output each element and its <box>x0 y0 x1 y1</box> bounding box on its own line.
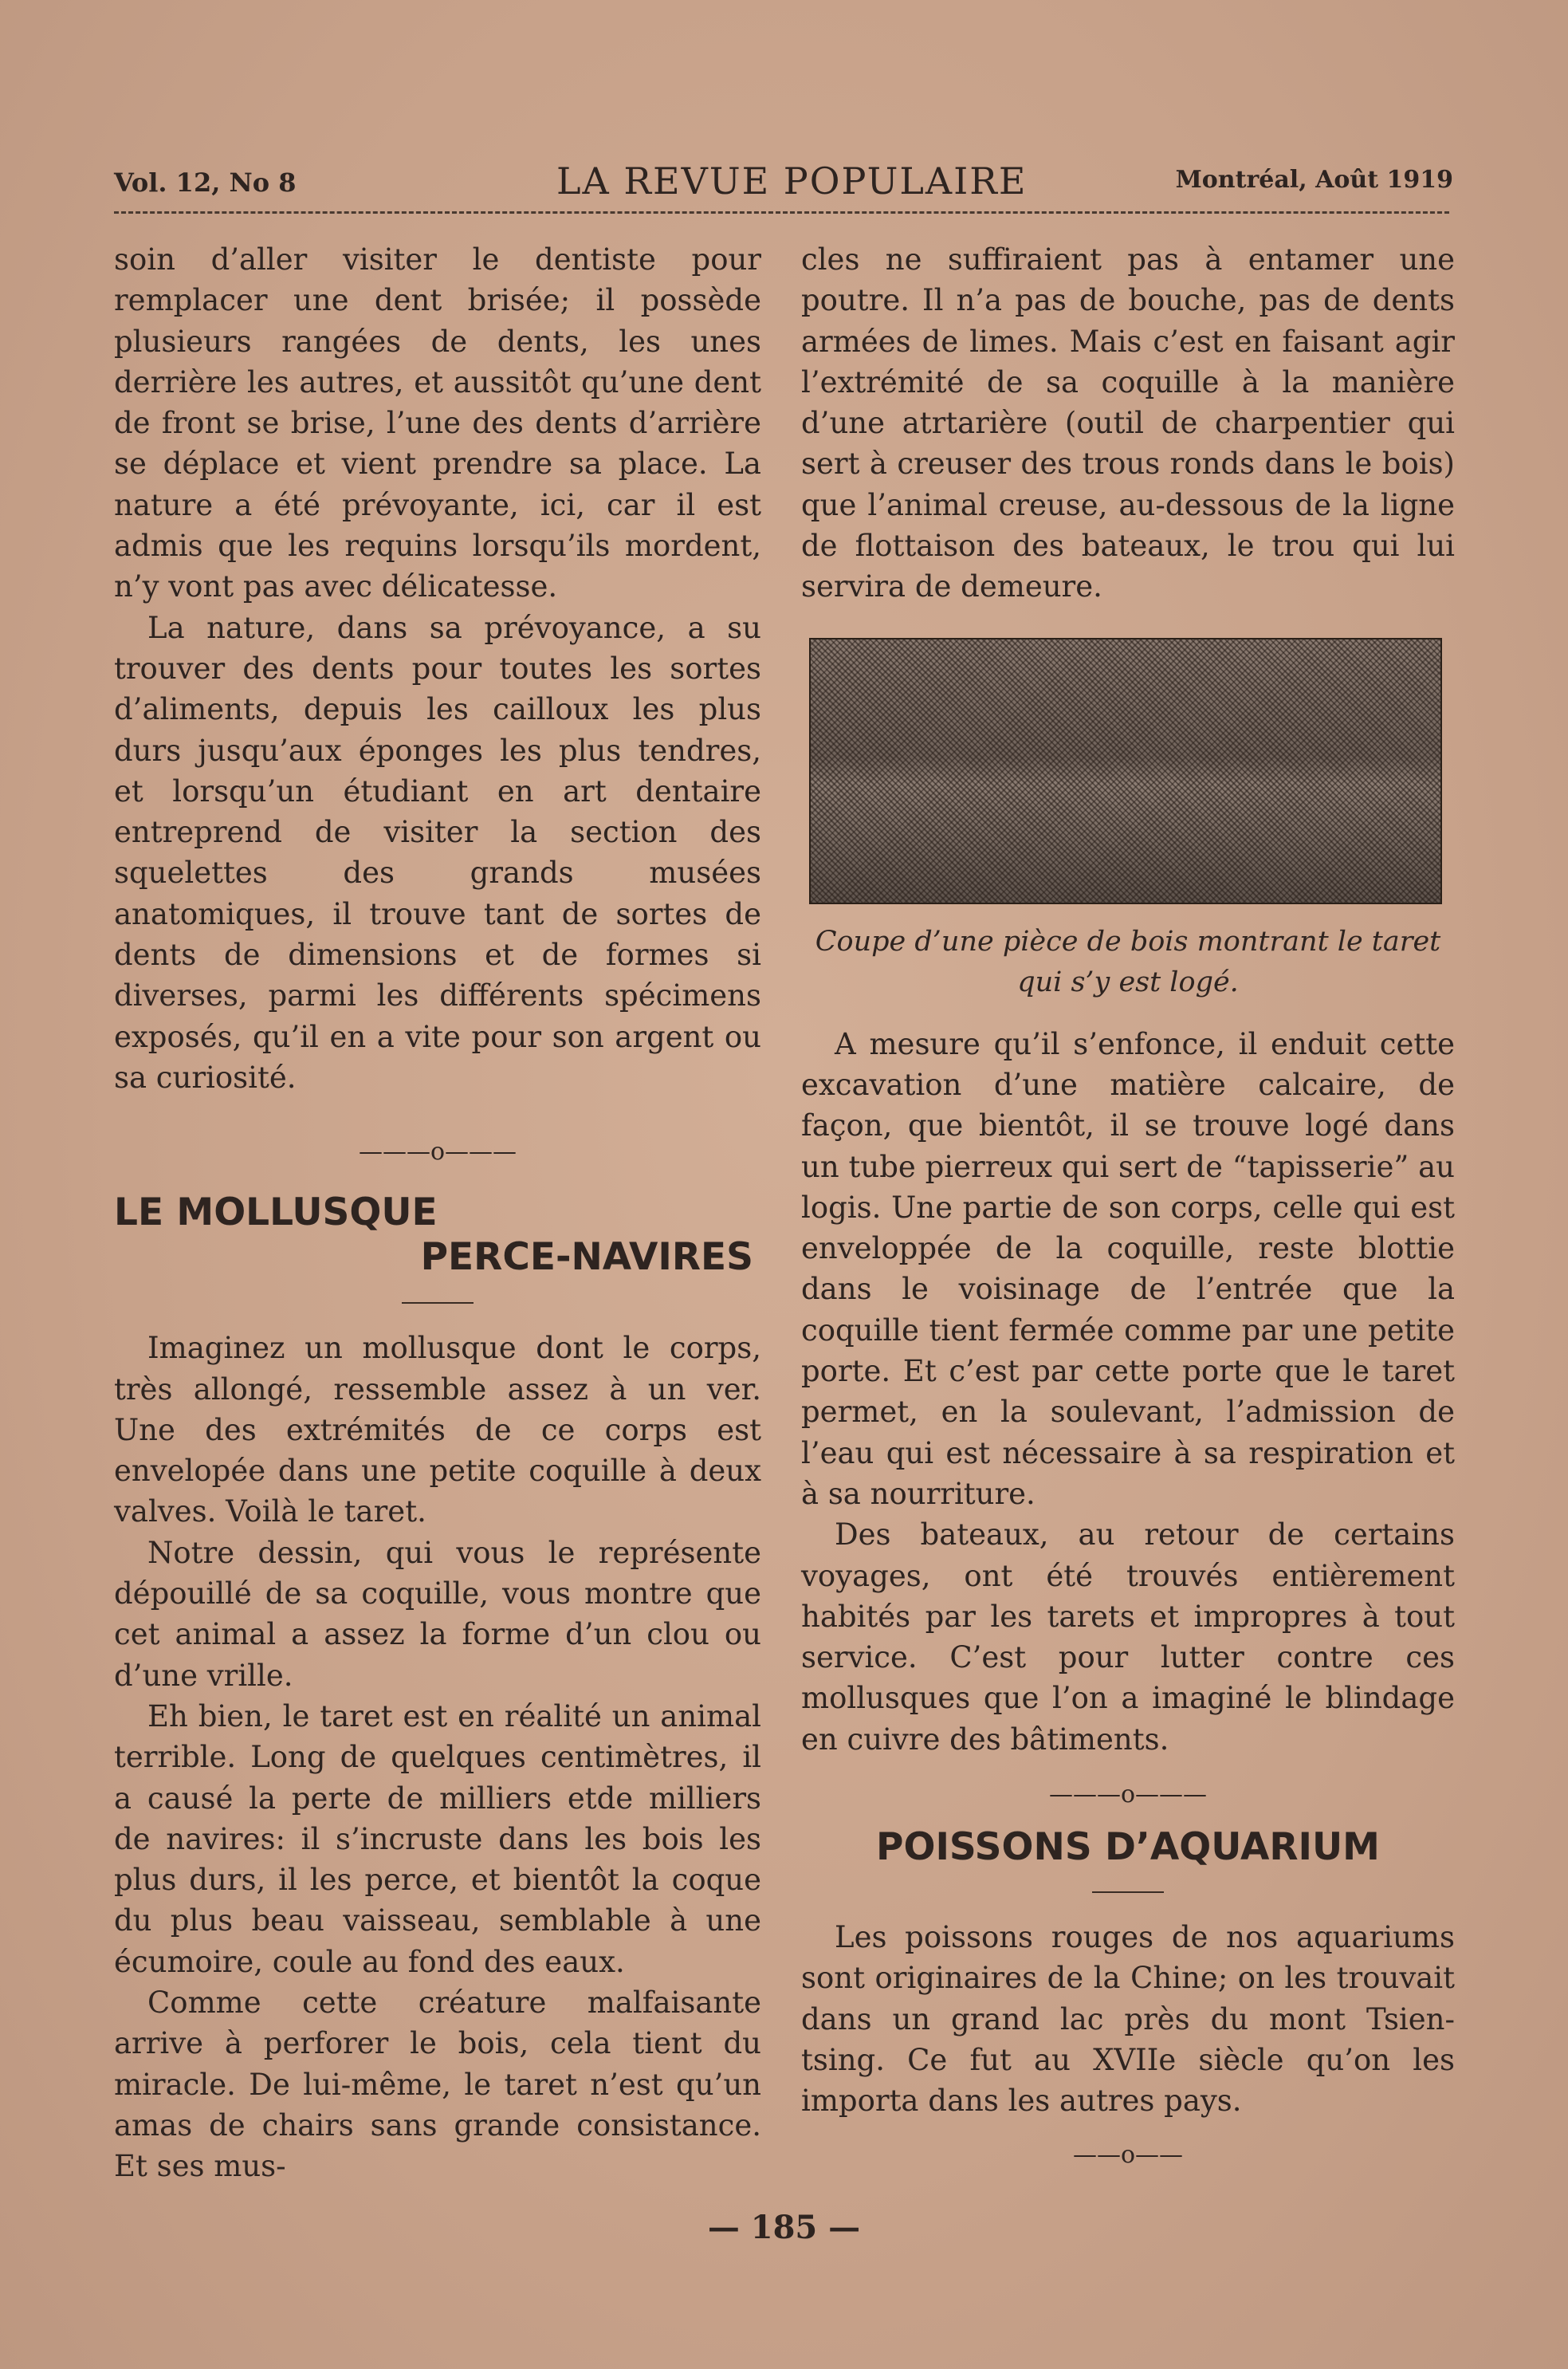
section-separator: ———o——— <box>1048 1781 1208 1809</box>
article-title-line2: PERCE-NAVIRES <box>420 1235 753 1280</box>
paragraph: Des bateaux, au retour de certains voyages, ont été trouvés entièrement habités par les tarets et impropres à tout service. C’est pour lutter contre ces mollusques que l’on a imaginé le blindage en cuivre des bâtiments. <box>801 1517 1455 1757</box>
paragraph: Comme cette créature malfaisante arrive à perforer le bois, cela tient du miracle. De lui-même, le taret n’est qu’un amas de chairs sans grande consistance. Et ses mus- <box>114 1985 761 2184</box>
paragraph: Les poissons rouges de nos aquariums sont originaires de la Chine; on les trouvait dans un grand lac près du mont Tsien-tsing. Ce fut au XVIIe siècle qu’on les importa dans les autres pays. <box>801 1920 1455 2119</box>
publication-title: LA REVUE POPULAIRE <box>556 159 1028 203</box>
right-column <box>801 239 1455 2171</box>
left-column <box>114 239 761 2186</box>
page-header <box>114 159 1453 207</box>
article-title-aquarium: POISSONS D’AQUARIUM <box>876 1825 1380 1870</box>
title-underline <box>402 1302 474 1304</box>
end-separator: ——o—— <box>1072 2140 1184 2169</box>
place-date: Montréal, Août 1919 <box>1175 166 1453 194</box>
section-separator: ———o——— <box>358 1138 517 1167</box>
paragraph: Eh bien, le taret est en réalité un animal terrible. Long de quelques centimètres, il a causé la perte de milliers etde milliers de navires: il s’incruste dans les bois les plus durs, il les perce, et bientôt la coque du plus beau vaisseau, semblable à une écumoire, coule au fond des eaux. <box>114 1698 761 1979</box>
header-rule <box>114 211 1449 214</box>
paragraph: Imaginez un mollusque dont le corps, très allongé, ressemble assez à un ver. Une des extrémités de ce corps est envelopée dans une petite coquille à deux valves. Voilà le taret. <box>114 1331 761 1529</box>
paragraph: La nature, dans sa prévoyance, a su trouver des dents pour toutes les sortes d’aliments, depuis les cailloux les plus durs jusqu’aux éponges les plus tendres, et lorsqu’un étudiant en art dentaire entreprend de visiter la section des squelettes des grands musées anatomiques, il trouve tant de sortes de dents de dimensions et de formes si diverses, parmi les différents spécimens exposés, qu’il en a vite pour son argent ou sa curiosité. <box>114 610 761 1095</box>
page-number: — 185 — <box>707 2209 861 2246</box>
figure-caption: Coupe d’une pièce de bois montrant le taret qui s’y est logé. <box>815 925 1441 998</box>
paragraph: soin d’aller visiter le dentiste pour remplacer une dent brisée; il possède plusieurs rangées de dents, les unes derrière les autres, et aussitôt qu’une dent de front se brise, l’une des dents d’arrière se déplace et vient prendre sa place. La nature a été prévoyante, ici, car il est admis que les requins lorsqu’ils mordent, n’y vont pas avec délicatesse. <box>114 242 761 604</box>
title-underline <box>1092 1891 1164 1893</box>
paragraph: Notre dessin, qui vous le représente dépouillé de sa coquille, vous montre que cet animal a assez la forme d’un clou ou d’une vrille. <box>114 1535 761 1693</box>
paragraph: A mesure qu’il s’enfonce, il enduit cette excavation d’une matière calcaire, de façon, que bientôt, il se trouve logé dans un tube pierreux qui sert de “tapisserie” au logis. Une partie de son corps, celle qui est enveloppée de la coquille, reste blottie dans le voisinage de l’entrée que la coquille tient fermée comme par une petite porte. Et c’est par cette porte que le taret permet, en la soulevant, l’admission de l’eau qui est nécessaire à sa respiration et à sa nourriture. <box>801 1026 1455 1511</box>
volume-number: Vol. 12, No 8 <box>114 167 297 198</box>
wood-section-illustration <box>809 638 1442 904</box>
article-title-mollusque <box>114 1190 761 1280</box>
article-title-line1: LE MOLLUSQUE <box>114 1190 438 1235</box>
paragraph: cles ne suffiraient pas à entamer une poutre. Il n’a pas de bouche, pas de dents armées de limes. Mais c’est en faisant agir l’extrémité de sa coquille à la manière d’une atrtarière (outil de charpentier qui sert à creuser des trous ronds dans le bois) que l’animal creuse, au-dessous de la ligne de flottaison des bateaux, le trou qui lui servira de demeure. <box>801 242 1455 604</box>
